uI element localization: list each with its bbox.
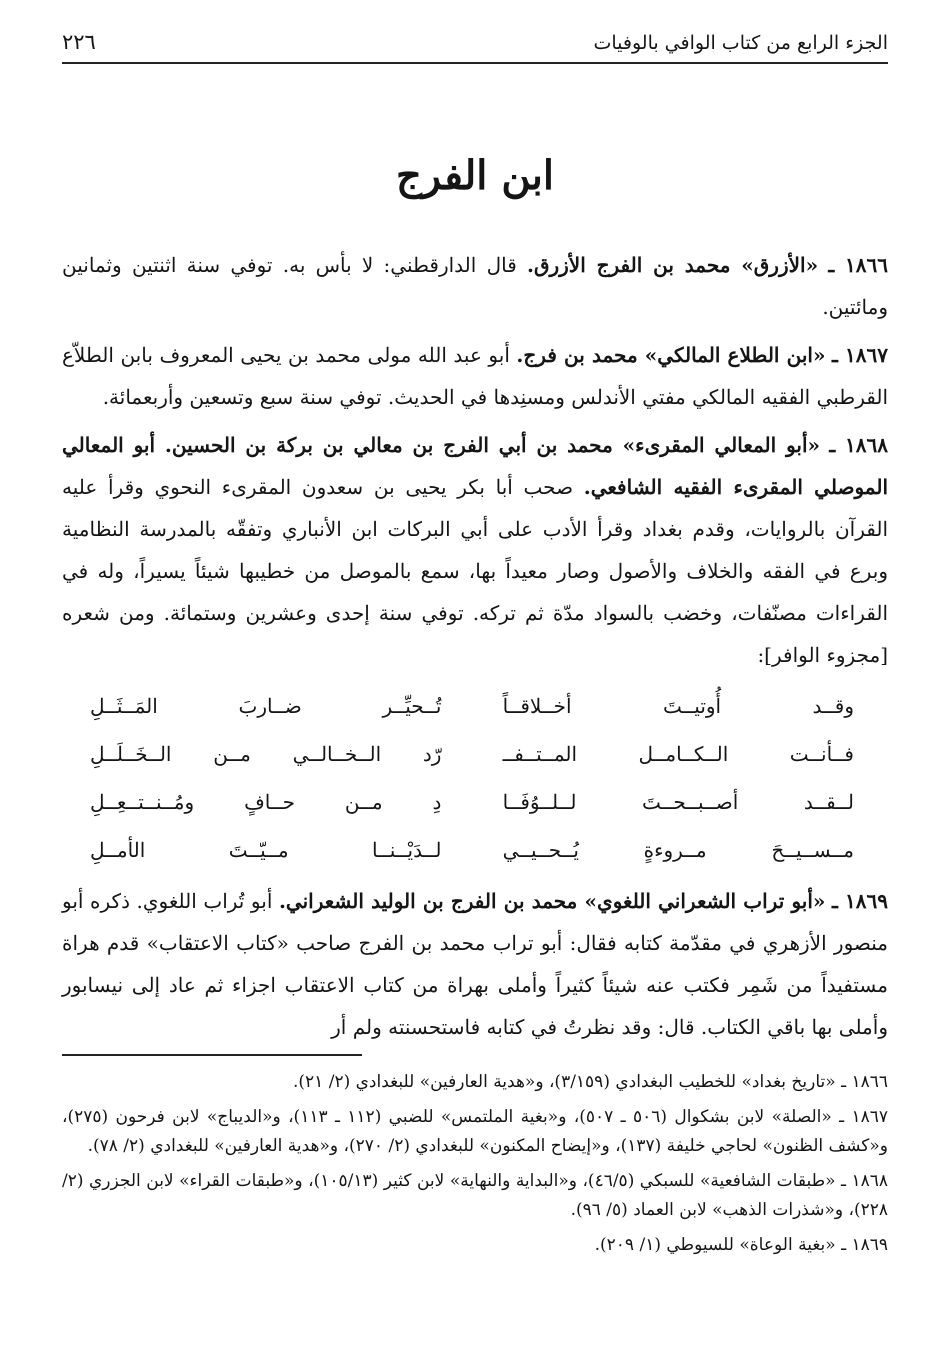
entry-number: ١٨٦٨ ـ xyxy=(829,433,889,457)
entry-heading: «أبو المعالي المقرىء» محمد بن أبي الفرج بن معالي بن بركة بن الحسين. أبو المعالي الموصلي المقرىء الفقيه الشافعي. xyxy=(62,433,888,499)
footnote-text: «تاريخ بغداد» للخطيب البغدادي (٣/١٥٩)، و«هدية العارفين» للبغدادي (٢/ ٢١). xyxy=(293,1072,836,1092)
entry-1868 xyxy=(62,424,888,676)
running-header xyxy=(62,30,888,62)
poem-verse xyxy=(62,826,888,874)
verse-first-hemistich: فــأنــت الــكــامــل المــتــفــ xyxy=(502,742,854,766)
verse-second-hemistich: تُــحيِّــر ضــاربَ المَــثَــلِ xyxy=(90,694,442,718)
running-title: الجزء الرابع من كتاب الوافي بالوفيات xyxy=(593,32,888,54)
entry-heading: «ابن الطلاع المالكي» محمد بن فرج. xyxy=(516,343,826,367)
footnote xyxy=(62,1068,888,1097)
verse-second-hemistich: رّد الــخــالــي مــن الــخَــلَــلِ xyxy=(90,742,442,766)
footnote-number: ١٨٦٧ ـ xyxy=(839,1107,888,1127)
page-number: ٢٢٦ xyxy=(62,30,96,54)
verse-first-hemistich: لــقــد أصــبــحــتَ لــلــوُفَــا xyxy=(502,790,854,814)
section-title: ابن الفرج xyxy=(395,152,555,199)
entry-text: أبو تُراب اللغوي. ذكره أبو منصور الأزهري في مقدّمة كتابه فقال: أبو تراب محمد بن الفرج صاحب «كتاب الاعتقاب» قدم هراة مستفيداً من شَمِر فكتب عنه شيئاً كثيراً وأملى بهراة من كتاب الاعتقاب اجزاء ثم عاد إلى نيسابور وأملى بها باقي الكتاب. قال: وقد نظرتُ في كتابه فاستحسنته ولم أر xyxy=(62,889,888,1039)
entry-number: ١٨٦٦ ـ xyxy=(828,253,888,277)
footnote-text: «طبقات الشافعية» للسبكي (٤٦/٥)، و«البداية والنهاية» لابن كثير (١٠٥/١٣)، و«طبقات القراء» لابن الجزري (٢/ ٢٢٨)، و«شذرات الذهب» لابن العماد (٥/ ٩٦). xyxy=(62,1171,888,1220)
entry-text: قال الدارقطني: لا بأس به. توفي سنة اثنتين وثمانين ومائتين. xyxy=(62,253,888,319)
footnote-text: «الصلة» لابن بشكوال (٥٠٦ ـ ٥٠٧)، و«بغية الملتمس» للضبي (١١٢ ـ ١١٣)، و«الديباج» لابن فرحون (٢٧٥)، و«كشف الظنون» لحاجي خليفة (١٣٧)، و«إيضاح المكنون» للبغدادي (٢/ ٢٧٠)، و«هدية العارفين» للبغدادي (٢/ ٧٨). xyxy=(62,1107,888,1156)
poem-verse xyxy=(62,682,888,730)
footnote-separator xyxy=(62,1054,362,1056)
verse-first-hemistich: وقــد أُوتيــتَ أخــلاقــاً xyxy=(502,694,854,718)
entry-heading: «الأزرق» محمد بن الفرج الأزرق. xyxy=(526,253,819,277)
entry-text: صحب أبا بكر يحيى بن سعدون المقرىء النحوي وقرأ عليه القرآن بالروايات، وقدم بغداد وقرأ الأدب على أبي البركات ابن الأنباري وتفقّه بالمدرسة النظامية وبرع في الفقه والخلاف والأصول وصار معيداً بها، سمع بالموصل من خطيبها شيئاً يسيراً، وله في القراءات مصنّفات، وخضب بالسواد مدّة ثم تركه. توفي سنة إحدى وعشرين وستمائة. ومن شعره [مجزوء الوافر]: xyxy=(62,475,888,667)
entry-1867 xyxy=(62,334,888,418)
main-text xyxy=(62,244,888,1048)
poem xyxy=(62,682,888,874)
footnote-number: ١٨٦٨ ـ xyxy=(841,1171,889,1191)
footnote xyxy=(62,1167,888,1225)
footnote-number: ١٨٦٦ ـ xyxy=(841,1072,888,1092)
entry-text: أبو عبد الله مولى محمد بن يحيى المعروف بابن الطلاّع القرطبي الفقيه المالكي مفتي الأندلس ومسنِدها في الحديث. توفي سنة سبع وتسعين وأربعمائة. xyxy=(62,343,888,409)
footnote-number: ١٨٦٩ ـ xyxy=(841,1235,888,1255)
verse-second-hemistich: دِ مــن حــافٍ ومُــنــتــعِــلِ xyxy=(90,790,442,814)
footnote-text: «بغية الوعاة» للسيوطي (١/ ٢٠٩). xyxy=(594,1235,836,1255)
verse-first-hemistich: مــســيــحَ مــروءةٍ يُــحــيــي xyxy=(502,838,854,862)
poem-verse xyxy=(62,730,888,778)
poem-verse xyxy=(62,778,888,826)
entry-1866 xyxy=(62,244,888,328)
entry-heading: «أبو تراب الشعراني اللغوي» محمد بن الفرج بن الوليد الشعراني. xyxy=(278,889,826,913)
verse-second-hemistich: لــدَيْــنــا مــيّــتَ الأمــلِ xyxy=(90,838,442,862)
header-rule xyxy=(62,62,888,64)
entry-number: ١٨٦٧ ـ xyxy=(832,343,888,367)
entry-1869 xyxy=(62,880,888,1048)
footnote xyxy=(62,1231,888,1260)
entry-number: ١٨٦٩ ـ xyxy=(831,889,888,913)
footnotes xyxy=(62,1068,888,1260)
footnote xyxy=(62,1103,888,1161)
